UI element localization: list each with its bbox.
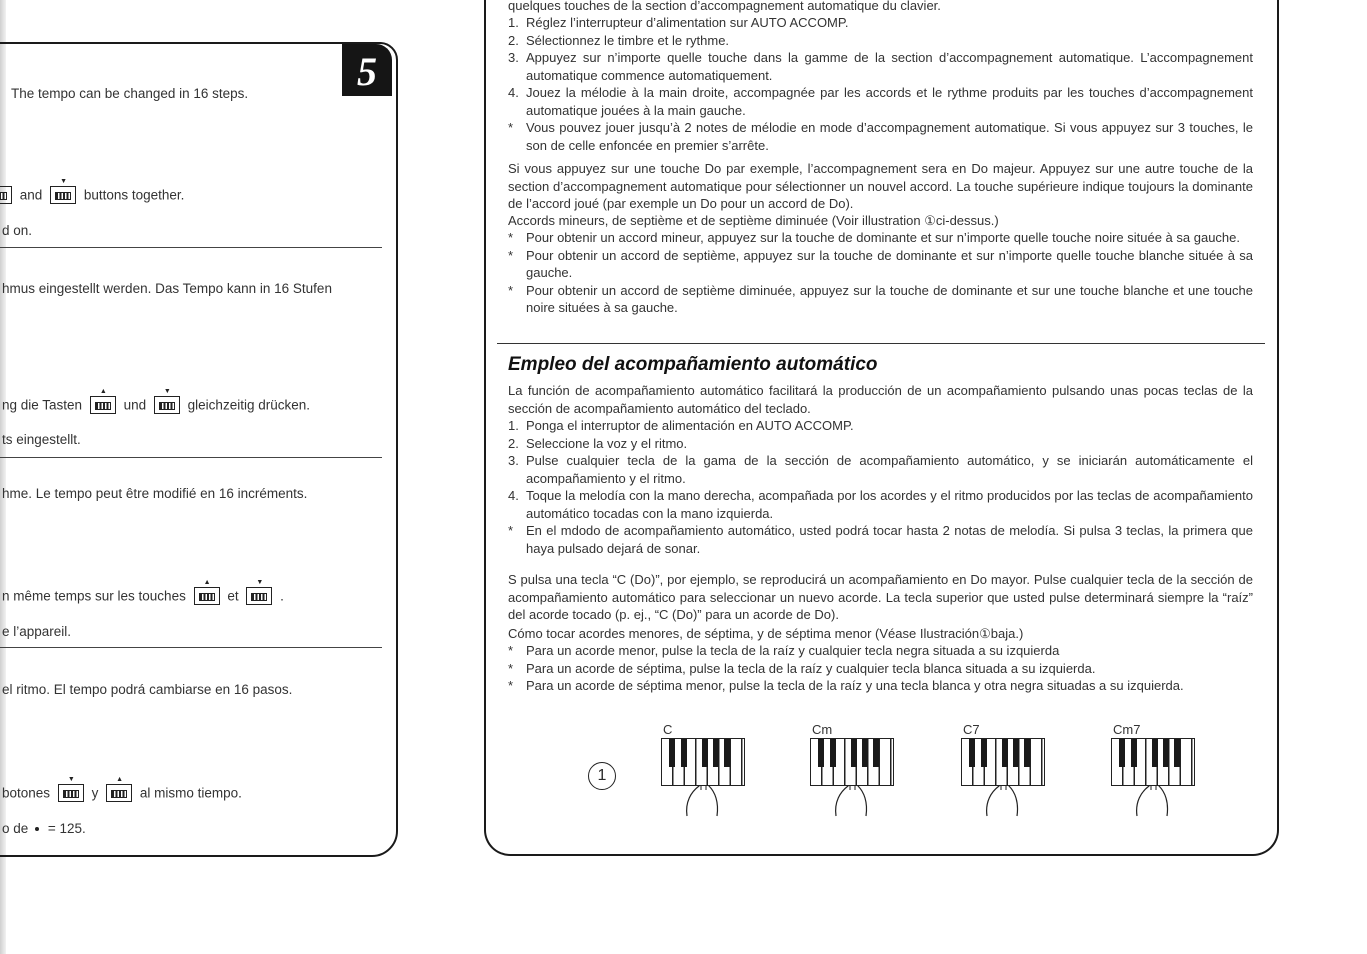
tempo-up-button-icon: ▲ xyxy=(90,396,116,414)
illustration-marker: 1 xyxy=(588,762,616,790)
list-item xyxy=(508,677,1253,695)
list-marker: 3. xyxy=(508,50,519,65)
list-item-text: Toque la melodía con la mano derecha, acompañada por los acordes y el ritmo producidos por las teclas de acompañamiento automático tocadas con la mano izquierda. xyxy=(526,488,1253,521)
chord-label: Cm xyxy=(812,722,833,737)
list-item xyxy=(508,84,1253,119)
list-item xyxy=(508,660,1253,678)
list-item-text: Para un acorde menor, pulse la tecla de la raíz y cualquier tecla negra situada a su izquierda xyxy=(526,643,1060,658)
list-item-text: Pour obtenir un accord mineur, appuyez sur la touche de dominante et sur n’importe quelle touche noire située à sa gauche. xyxy=(526,230,1240,245)
list-item-text: Seleccione la voz y el ritmo. xyxy=(526,435,688,451)
list-item-text: Para un acorde de séptima menor, pulse la tecla de la raíz y una tecla blanca y otra negra situadas a su izquierda. xyxy=(526,678,1184,693)
es-section-title: Empleo del acompañamiento automático xyxy=(508,354,878,375)
list-marker: 1. xyxy=(508,418,519,433)
tempo-down-button-icon: ▼ xyxy=(246,587,272,605)
list-item-text: En el mdodo de acompañamiento automático, usted podrá tocar hasta 2 notas de melodía. Si pulsa 3 teclas, la primera que haya pulsado dejará de sonar. xyxy=(526,523,1253,556)
quarter-note-icon xyxy=(32,821,44,836)
divider xyxy=(0,647,382,648)
list-marker: * xyxy=(508,230,514,245)
chord-diagram xyxy=(663,722,753,818)
list-item xyxy=(508,487,1253,522)
list-item xyxy=(508,49,1253,84)
tempo-up-button-icon: ▲ xyxy=(106,784,132,802)
divider xyxy=(0,457,382,458)
page-number: 5 xyxy=(342,44,392,96)
list-item xyxy=(508,642,1253,660)
fr-line-1: hme. Le tempo peut être modifié en 16 incréments. xyxy=(2,486,308,501)
tempo-down-button-icon: ▼ xyxy=(50,186,76,204)
list-item-text: Réglez l’interrupteur d’alimentation sur AUTO ACCOMP. xyxy=(526,15,849,30)
list-marker: * xyxy=(508,643,514,658)
list-marker: 2. xyxy=(508,32,519,48)
chord-diagram xyxy=(1113,722,1203,818)
list-marker: * xyxy=(508,120,514,135)
list-item-text: Pulse cualquier tecla de la gama de la sección de acompañamiento automático, y se iniciarán automáticamente el acompañamiento y el ritmo. xyxy=(526,453,1253,486)
es-line-3: o de = 125. xyxy=(2,820,86,836)
en-line-1: The tempo can be changed in 16 steps. xyxy=(11,86,249,101)
de-line-1: hmus eingestellt werden. Das Tempo kann in 16 Stufen xyxy=(2,281,332,296)
list-item-text: Jouez la mélodie à la main droite, accompagnée par les accords et le rythme produits par les touches d’accompagnement automatique jouées à la main gauche. xyxy=(526,85,1253,118)
es-chords-list xyxy=(508,642,1253,695)
list-item xyxy=(508,247,1253,282)
chord-diagram xyxy=(963,722,1053,818)
list-item-text: Sélectionnez le timbre et le rythme. xyxy=(526,32,730,48)
tempo-up-button-icon: ▲ xyxy=(194,587,220,605)
list-item xyxy=(508,119,1253,154)
list-item-text: Appuyez sur n’importe quelle touche dans la gamme de la section d’accompagnement automatique. L’accompagnement automatique commence automatiquement. xyxy=(526,50,1253,83)
list-marker: 2. xyxy=(508,435,519,451)
list-item xyxy=(508,417,1253,435)
keyboard-icon xyxy=(961,738,1045,786)
tempo-button-icon xyxy=(0,186,12,204)
list-item xyxy=(508,14,1253,32)
chord-diagram xyxy=(812,722,902,818)
list-item xyxy=(508,32,1253,50)
es-steps-list xyxy=(508,417,1253,557)
list-item-text: Pour obtenir un accord de septième diminuée, appuyez sur la touche de dominante et sur une touche blanche et une touche noire situées à sa gauche. xyxy=(526,282,1253,315)
list-item-text: Ponga el interruptor de alimentación en AUTO ACCOMP. xyxy=(526,418,854,433)
fr-line-3: e l’appareil. xyxy=(2,624,72,639)
list-marker: * xyxy=(508,678,514,693)
keyboard-icon xyxy=(1111,738,1195,786)
fr-paragraph: Si vous appuyez sur une touche Do par exemple, l’accompagnement sera en Do majeur. Appuyez sur une autre touche de la section d’accompagnement automatique pour sélectionner un nouvel accord. La touche supérieure indique toujours la dominante de l’accord joué (par exemple un Do pour un accord de Do). xyxy=(508,161,1253,211)
keyboard-icon xyxy=(661,738,745,786)
de-line-3: ts eingestellt. xyxy=(2,432,81,447)
tempo-down-button-icon: ▼ xyxy=(154,396,180,414)
fr-chords-intro: Accords mineurs, de septième et de septième diminuée (Voir illustration ①ci-dessus.) xyxy=(508,213,999,228)
list-marker: * xyxy=(508,282,514,298)
fr-chords-list xyxy=(508,229,1253,317)
list-marker: 3. xyxy=(508,453,519,468)
list-item xyxy=(508,435,1253,453)
list-item xyxy=(508,522,1253,557)
list-marker: * xyxy=(508,247,514,263)
list-marker: 4. xyxy=(508,488,519,503)
list-item xyxy=(508,452,1253,487)
section-divider xyxy=(497,343,1265,344)
fr-steps-list xyxy=(508,14,1253,154)
es-intro: La función de acompañamiento automático facilitará la producción de un acompañamiento pulsando unas pocas teclas de la sección de acompañamiento automático del teclado. xyxy=(508,383,1253,416)
list-item-text: Vous pouvez jouer jusqu’à 2 notes de mélodie en mode d’accompagnement automatique. Si vous appuyez sur 3 touches, le son de celle enfoncée en premier s’arrête. xyxy=(526,120,1253,153)
es-line-2: botones ▼ y ▲ al mismo tiempo. xyxy=(2,776,242,801)
list-marker: * xyxy=(508,523,514,538)
list-item-text: Pour obtenir un accord de septième, appuyez sur la touche de dominante et sur n’importe quelle touche blanche située à sa gauche. xyxy=(526,247,1253,280)
chord-label: Cm7 xyxy=(1113,722,1141,737)
fr-line-2: n même temps sur les touches ▲ et ▼ . xyxy=(2,579,284,604)
list-item xyxy=(508,229,1253,247)
es-paragraph: S pulsa una tecla “C (Do)”, por ejemplo, se reproducirá un acompañamiento en Do mayor. Pulse cualquier tecla de la sección de acompañamiento automático para seleccionar un nuevo acorde. La tecla superior que usted pulse determinará siempre la “raíz” del acorde tocado (p. ej., “C (Do)” para un acorde de Do). xyxy=(508,572,1253,622)
list-marker: 1. xyxy=(508,15,519,30)
tempo-down-button-icon: ▼ xyxy=(58,784,84,802)
chord-label: C xyxy=(663,722,673,737)
chord-label: C7 xyxy=(963,722,980,737)
es-chords-intro: Cómo tocar acordes menores, de séptima, y de séptima menor (Véase Ilustración①baja.) xyxy=(508,626,1024,641)
list-item-text: Para un acorde de séptima, pulse la tecla de la raíz y cualquier tecla blanca situada a su izquierda. xyxy=(526,660,1096,676)
en-line-3: d on. xyxy=(2,223,33,238)
en-line-2: and ▼ buttons together. xyxy=(0,186,184,204)
divider xyxy=(0,247,382,248)
left-page-frame xyxy=(0,42,398,857)
de-line-2: ng die Tasten ▲ und ▼ gleichzeitig drücken. xyxy=(2,388,310,413)
list-item xyxy=(508,282,1253,317)
list-marker: * xyxy=(508,660,514,676)
fr-intro: quelques touches de la section d’accompagnement automatique du clavier. xyxy=(508,0,941,13)
es-line-1: el ritmo. El tempo podrá cambiarse en 16 pasos. xyxy=(2,682,293,697)
list-marker: 4. xyxy=(508,85,519,100)
keyboard-icon xyxy=(810,738,894,786)
